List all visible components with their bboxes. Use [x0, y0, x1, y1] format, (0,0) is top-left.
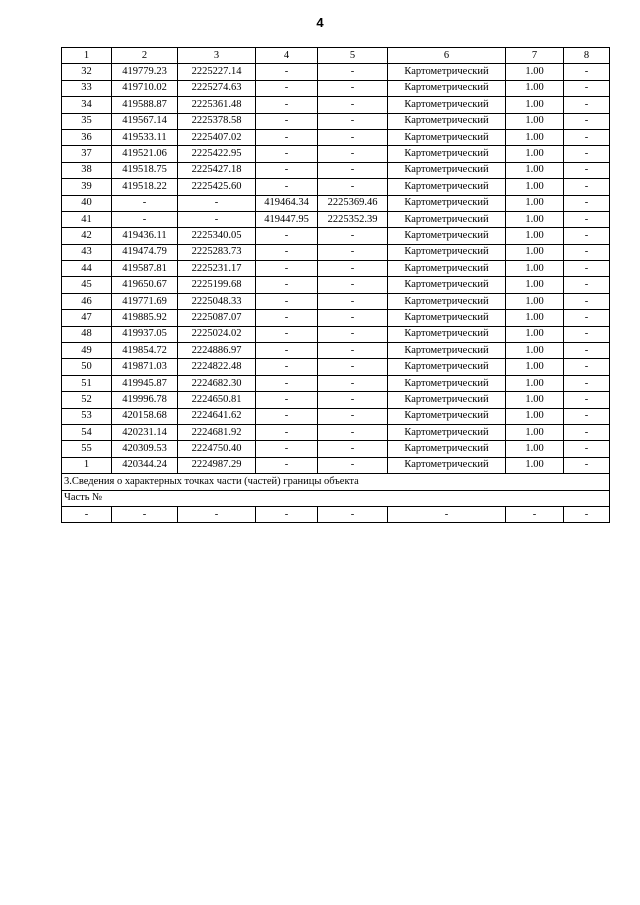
table-cell: 35 [62, 113, 112, 129]
table-cell: Картометрический [388, 64, 506, 80]
table-cell: 1.00 [506, 195, 564, 211]
table-row [62, 277, 610, 293]
table-cell: 2225407.02 [178, 129, 256, 145]
table-cell: 2224822.48 [178, 359, 256, 375]
table-cell: 1.00 [506, 343, 564, 359]
table-cell: 2225378.58 [178, 113, 256, 129]
table-cell: - [564, 375, 610, 391]
table-cell: 419588.87 [112, 97, 178, 113]
table-cell: - [256, 310, 318, 326]
table-cell: - [564, 80, 610, 96]
table-cell: - [318, 326, 388, 342]
table-cell: - [318, 146, 388, 162]
table-cell: 1.00 [506, 64, 564, 80]
table-cell: 2225427.18 [178, 162, 256, 178]
table-cell: - [318, 97, 388, 113]
table-cell: 420344.24 [112, 457, 178, 473]
table-cell: Картометрический [388, 162, 506, 178]
table-row [62, 162, 610, 178]
table-cell: 420158.68 [112, 408, 178, 424]
table-cell: 2224682.30 [178, 375, 256, 391]
table-cell: - [62, 506, 112, 522]
table-cell: 1.00 [506, 162, 564, 178]
table-row [62, 146, 610, 162]
table-cell: 2224886.97 [178, 343, 256, 359]
table-cell: 2225425.60 [178, 179, 256, 195]
table-row [62, 424, 610, 440]
table-cell: - [564, 211, 610, 227]
table-cell: - [256, 375, 318, 391]
table-cell: 2225024.02 [178, 326, 256, 342]
table-cell: - [112, 195, 178, 211]
table-cell: 419779.23 [112, 64, 178, 80]
table-cell: - [564, 195, 610, 211]
page-number: 4 [316, 15, 324, 30]
table-cell: - [318, 343, 388, 359]
table-cell: - [318, 457, 388, 473]
table-cell: 41 [62, 211, 112, 227]
table-cell: - [564, 146, 610, 162]
table-cell: - [112, 506, 178, 522]
table-cell: - [256, 408, 318, 424]
table-cell: 33 [62, 80, 112, 96]
table-cell: 2225087.07 [178, 310, 256, 326]
table-cell: 1.00 [506, 424, 564, 440]
table-cell: - [564, 228, 610, 244]
table-cell: Картометрический [388, 408, 506, 424]
table-row [62, 310, 610, 326]
table-cell: 1.00 [506, 129, 564, 145]
table-cell: 1.00 [506, 80, 564, 96]
table-cell: 419854.72 [112, 343, 178, 359]
table-cell: Картометрический [388, 129, 506, 145]
section3-title-row [62, 474, 610, 490]
table-cell: - [564, 310, 610, 326]
table-cell: - [318, 293, 388, 309]
table-cell: - [564, 424, 610, 440]
table-cell: 2225227.14 [178, 64, 256, 80]
table-cell: - [256, 162, 318, 178]
table-cell: 55 [62, 441, 112, 457]
table-cell: - [256, 293, 318, 309]
column-number-row [62, 48, 610, 64]
table-cell: 1.00 [506, 293, 564, 309]
table-row [62, 261, 610, 277]
table-cell: 419533.11 [112, 129, 178, 145]
table-cell: 1.00 [506, 457, 564, 473]
table-cell: 45 [62, 277, 112, 293]
table-cell: Картометрический [388, 441, 506, 457]
table-cell: Картометрический [388, 179, 506, 195]
table-cell: - [178, 211, 256, 227]
table-cell: 2225231.17 [178, 261, 256, 277]
table-cell: Картометрический [388, 113, 506, 129]
table-cell: - [564, 179, 610, 195]
table-cell: 1.00 [506, 113, 564, 129]
table-cell: Картометрический [388, 457, 506, 473]
table-cell: - [564, 408, 610, 424]
table-cell: - [564, 441, 610, 457]
table-cell: 53 [62, 408, 112, 424]
table-cell: - [256, 457, 318, 473]
table-cell: - [388, 506, 506, 522]
table-cell: Картометрический [388, 343, 506, 359]
table-cell: 419518.22 [112, 179, 178, 195]
table-cell: 40 [62, 195, 112, 211]
table-cell: - [112, 211, 178, 227]
table-cell: 37 [62, 146, 112, 162]
table-cell: - [564, 343, 610, 359]
table-cell: - [318, 424, 388, 440]
table-cell: 1.00 [506, 211, 564, 227]
table-cell: - [256, 179, 318, 195]
header-cell: 5 [318, 48, 388, 64]
table-cell: - [256, 97, 318, 113]
table-row [62, 244, 610, 260]
table-cell: 419871.03 [112, 359, 178, 375]
table-cell: 44 [62, 261, 112, 277]
table-cell: 34 [62, 97, 112, 113]
table-cell: 419945.87 [112, 375, 178, 391]
table-cell: 51 [62, 375, 112, 391]
table-cell: Картометрический [388, 310, 506, 326]
table-cell: - [506, 506, 564, 522]
table-cell: 2224650.81 [178, 392, 256, 408]
table-cell: - [256, 64, 318, 80]
table-cell: Картометрический [388, 277, 506, 293]
table-cell: - [256, 424, 318, 440]
table-cell: - [256, 326, 318, 342]
table-cell: - [564, 293, 610, 309]
table-cell: - [256, 244, 318, 260]
table-cell: - [318, 441, 388, 457]
table-cell: 419464.34 [256, 195, 318, 211]
table-cell: 420309.53 [112, 441, 178, 457]
table-row [62, 326, 610, 342]
table-cell: 419885.92 [112, 310, 178, 326]
table-cell: 1.00 [506, 179, 564, 195]
table-cell: 1.00 [506, 359, 564, 375]
table-cell: - [318, 179, 388, 195]
table-cell: - [564, 129, 610, 145]
table-cell: - [318, 64, 388, 80]
table-cell: 49 [62, 343, 112, 359]
table-cell: - [256, 506, 318, 522]
table-cell: 419710.02 [112, 80, 178, 96]
table-cell: - [564, 162, 610, 178]
table-row [62, 343, 610, 359]
table-cell: - [178, 195, 256, 211]
table-cell: - [256, 359, 318, 375]
table-cell: 36 [62, 129, 112, 145]
table-cell: 2225361.48 [178, 97, 256, 113]
table-cell: Картометрический [388, 375, 506, 391]
section3-title-row-text: 3.Сведения о характерных точках части (частей) границы объекта [62, 474, 610, 490]
header-cell: 2 [112, 48, 178, 64]
table-cell: - [256, 228, 318, 244]
table-cell: - [564, 277, 610, 293]
table-cell: - [256, 146, 318, 162]
table-cell: Картометрический [388, 244, 506, 260]
table-cell: 2225048.33 [178, 293, 256, 309]
table-cell: - [318, 80, 388, 96]
table-cell: 39 [62, 179, 112, 195]
table-cell: 1.00 [506, 277, 564, 293]
table-cell: - [318, 392, 388, 408]
table-cell: Картометрический [388, 195, 506, 211]
table-cell: - [318, 375, 388, 391]
table-cell: - [564, 457, 610, 473]
table-cell: 1.00 [506, 310, 564, 326]
table-cell: Картометрический [388, 211, 506, 227]
table-cell: 2224681.92 [178, 424, 256, 440]
table-cell: 48 [62, 326, 112, 342]
table-row [62, 506, 610, 522]
table-cell: 419771.69 [112, 293, 178, 309]
table-cell: - [318, 310, 388, 326]
table-cell: - [318, 261, 388, 277]
table-cell: 2225283.73 [178, 244, 256, 260]
header-cell: 7 [506, 48, 564, 64]
table-row [62, 179, 610, 195]
table-cell: - [564, 97, 610, 113]
table-row [62, 375, 610, 391]
table-cell: 2224750.40 [178, 441, 256, 457]
table-row [62, 64, 610, 80]
table-cell: - [318, 408, 388, 424]
table-row [62, 113, 610, 129]
table-row [62, 97, 610, 113]
part-label-row-text: Часть № [62, 490, 610, 506]
table-cell: 32 [62, 64, 112, 80]
table-cell: - [318, 162, 388, 178]
table-body [62, 48, 610, 523]
table-cell: 419650.67 [112, 277, 178, 293]
table-cell: 1.00 [506, 146, 564, 162]
table-cell: 1 [62, 457, 112, 473]
table-cell: 52 [62, 392, 112, 408]
table-cell: - [256, 113, 318, 129]
table-cell: 47 [62, 310, 112, 326]
table-cell: - [256, 392, 318, 408]
table-cell: 2224987.29 [178, 457, 256, 473]
table-cell: - [564, 244, 610, 260]
table-cell: Картометрический [388, 80, 506, 96]
table-cell: 1.00 [506, 261, 564, 277]
table-cell: 46 [62, 293, 112, 309]
table-cell: 2224641.62 [178, 408, 256, 424]
table-cell: Картометрический [388, 326, 506, 342]
table-cell: - [564, 64, 610, 80]
table-cell: Картометрический [388, 392, 506, 408]
table-cell: 419436.11 [112, 228, 178, 244]
table-cell: 2225199.68 [178, 277, 256, 293]
table-cell: - [318, 506, 388, 522]
table-row [62, 392, 610, 408]
table-cell: 420231.14 [112, 424, 178, 440]
table-cell: 1.00 [506, 326, 564, 342]
table-row [62, 80, 610, 96]
table-cell: - [564, 506, 610, 522]
table-cell: 2225340.05 [178, 228, 256, 244]
table-cell: 419567.14 [112, 113, 178, 129]
table-cell: 54 [62, 424, 112, 440]
header-cell: 3 [178, 48, 256, 64]
table-cell: - [318, 277, 388, 293]
table-cell: 419447.95 [256, 211, 318, 227]
table-cell: 42 [62, 228, 112, 244]
table-cell: 50 [62, 359, 112, 375]
table-cell: 38 [62, 162, 112, 178]
table-cell: - [318, 129, 388, 145]
table-cell: 2225369.46 [318, 195, 388, 211]
table-cell: 1.00 [506, 244, 564, 260]
table-cell: 419587.81 [112, 261, 178, 277]
table-cell: - [318, 244, 388, 260]
part-label-row [62, 490, 610, 506]
table-cell: Картометрический [388, 261, 506, 277]
table-cell: - [256, 80, 318, 96]
table-cell: Картометрический [388, 97, 506, 113]
table-row [62, 228, 610, 244]
header-cell: 8 [564, 48, 610, 64]
header-cell: 6 [388, 48, 506, 64]
table-row [62, 408, 610, 424]
table-cell: Картометрический [388, 359, 506, 375]
table-cell: - [256, 441, 318, 457]
table-cell: 2225352.39 [318, 211, 388, 227]
coordinates-table [61, 47, 610, 523]
table-cell: Картометрический [388, 146, 506, 162]
table-cell: 419518.75 [112, 162, 178, 178]
table-cell: - [318, 359, 388, 375]
table-cell: 419474.79 [112, 244, 178, 260]
table-cell: 43 [62, 244, 112, 260]
table-cell: - [564, 326, 610, 342]
table-cell: - [564, 359, 610, 375]
table-cell: 2225422.95 [178, 146, 256, 162]
table-cell: Картометрический [388, 424, 506, 440]
table-cell: Картометрический [388, 293, 506, 309]
table-cell: Картометрический [388, 228, 506, 244]
table-cell: 419937.05 [112, 326, 178, 342]
header-cell: 1 [62, 48, 112, 64]
table-cell: - [318, 228, 388, 244]
table-row [62, 211, 610, 227]
table-cell: - [256, 277, 318, 293]
table-cell: 1.00 [506, 97, 564, 113]
table-cell: 1.00 [506, 408, 564, 424]
table-row [62, 195, 610, 211]
table-cell: - [564, 261, 610, 277]
table-row [62, 457, 610, 473]
table-row [62, 359, 610, 375]
table-cell: - [256, 129, 318, 145]
table-cell: 1.00 [506, 392, 564, 408]
table-cell: 1.00 [506, 441, 564, 457]
table-cell: - [256, 343, 318, 359]
table-cell: 2225274.63 [178, 80, 256, 96]
table-row [62, 293, 610, 309]
table-cell: 1.00 [506, 228, 564, 244]
table-cell: - [318, 113, 388, 129]
table-cell: - [256, 261, 318, 277]
table-cell: 1.00 [506, 375, 564, 391]
table-cell: - [564, 392, 610, 408]
header-cell: 4 [256, 48, 318, 64]
table-cell: - [564, 113, 610, 129]
table-cell: 419996.78 [112, 392, 178, 408]
table-row [62, 129, 610, 145]
table-row [62, 441, 610, 457]
table-cell: 419521.06 [112, 146, 178, 162]
table-cell: - [178, 506, 256, 522]
